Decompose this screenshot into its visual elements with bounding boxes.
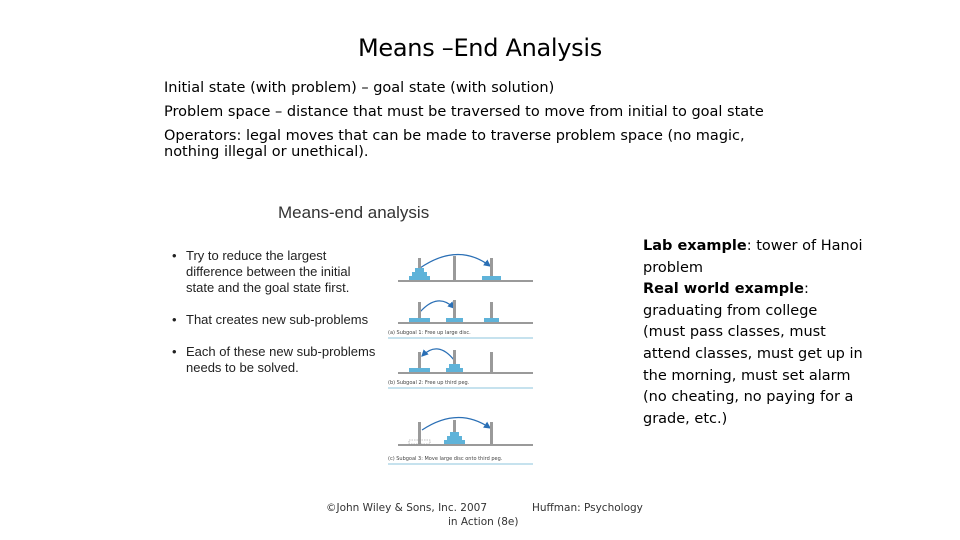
figure-title: Means-end analysis xyxy=(278,203,430,222)
footer-copyright: ©John Wiley & Sons, Inc. 2007 xyxy=(326,502,488,514)
hanoi-row-initial xyxy=(398,254,533,282)
tower-of-hanoi-diagram xyxy=(388,242,538,478)
bullet-problem-space: Problem space – distance that must be traversed to move from initial to goal state xyxy=(164,104,764,120)
hanoi-row-subgoal-1 xyxy=(388,300,533,338)
figure-item: • Each of these new sub-problems needs to be solved. xyxy=(168,344,378,376)
move-arrow xyxy=(420,301,454,312)
figure-item: • Try to reduce the largest difference between the initial state and the goal state first. xyxy=(168,248,378,296)
footer-book: Huffman: Psychology xyxy=(532,502,643,514)
real-world-example-text: : graduating from college (must pass classes, must attend classes, must get up in the morning, must set alarm (no cheating, no paying for a grade, etc.) xyxy=(643,281,863,427)
bullet-operators: Operators: legal moves that can be made to traverse problem space (no magic, nothing illegal or unethical). xyxy=(164,128,745,160)
slide-bullets xyxy=(164,76,784,160)
lab-example-label: Lab example xyxy=(643,238,747,254)
move-arrow xyxy=(422,349,454,360)
slide-title: Means –End Analysis xyxy=(358,34,602,62)
footer-edition: in Action (8e) xyxy=(448,516,519,528)
means-end-figure xyxy=(160,198,560,488)
example-box xyxy=(643,236,863,430)
lab-example-text: : tower of Hanoi problem xyxy=(643,238,863,276)
subgoal-caption: (a) Subgoal 1: Free up large disc. xyxy=(388,330,471,336)
figure-list xyxy=(168,248,378,392)
hanoi-row-subgoal-3 xyxy=(388,417,533,464)
figure-item: • That creates new sub-problems xyxy=(168,312,378,328)
subgoal-caption: (c) Subgoal 3: Move large disc onto third peg. xyxy=(388,456,503,462)
hanoi-row-subgoal-2 xyxy=(388,349,533,388)
subgoal-caption: (b) Subgoal 2: Free up third peg. xyxy=(388,380,470,386)
real-world-example-label: Real world example xyxy=(643,281,804,298)
bullet-initial-state: Initial state (with problem) – goal state (with solution) xyxy=(164,80,555,96)
